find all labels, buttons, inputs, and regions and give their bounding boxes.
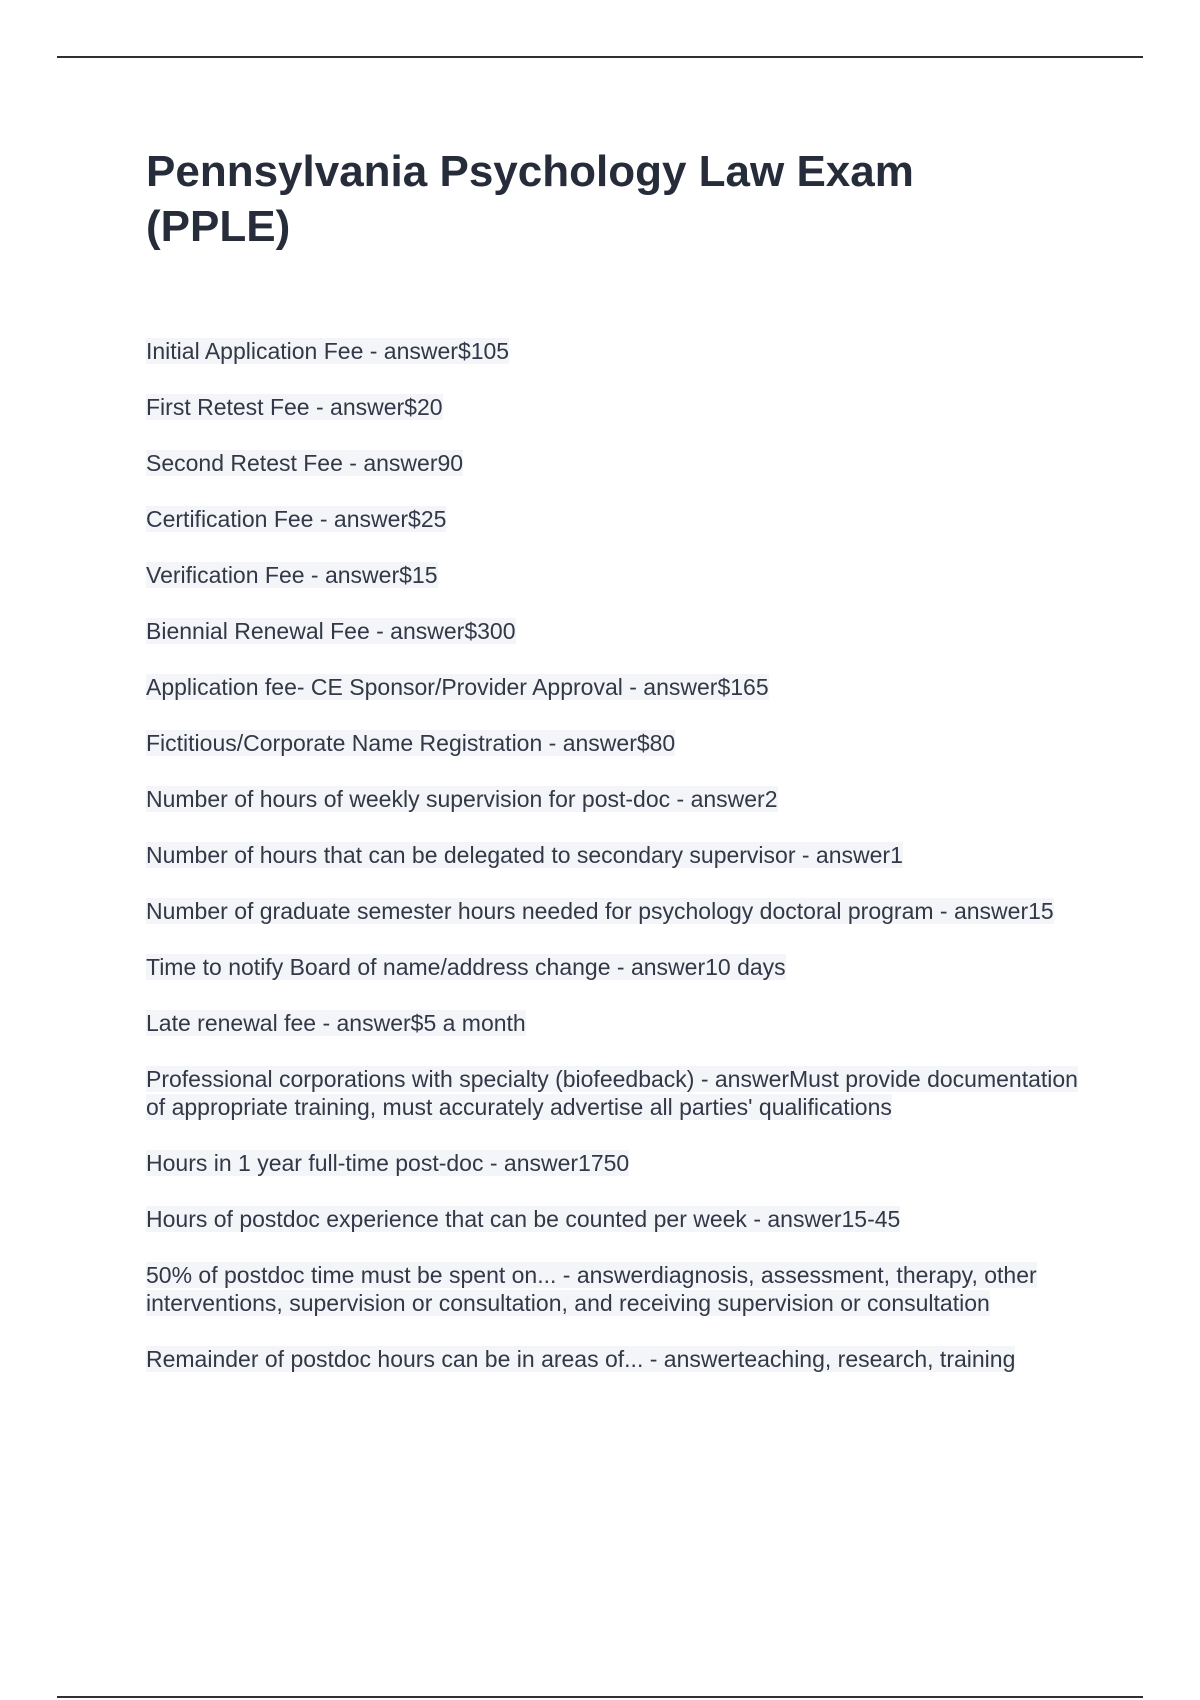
qa-text: Verification Fee - answer$15 (146, 562, 438, 588)
page-title: Pennsylvania Psychology Law Exam (PPLE) (146, 147, 914, 251)
list-item (146, 841, 1096, 869)
list-item (146, 785, 1096, 813)
qa-list (146, 337, 1096, 1401)
qa-text: Hours of postdoc experience that can be counted per week - answer15-45 (146, 1206, 901, 1232)
list-item (146, 393, 1096, 421)
qa-text: Hours in 1 year full-time post-doc - answer1750 (146, 1150, 630, 1176)
bottom-divider (57, 1696, 1143, 1698)
list-item (146, 953, 1096, 981)
qa-text: First Retest Fee - answer$20 (146, 394, 443, 420)
list-item (146, 729, 1096, 757)
qa-text: Certification Fee - answer$25 (146, 506, 447, 532)
list-item (146, 1261, 1096, 1317)
qa-text: Professional corporations with specialty (biofeedback) - answerMust provide documentation of appropriate training, must accurately advertise all parties' qualifications (146, 1066, 1078, 1120)
qa-text: Fictitious/Corporate Name Registration - answer$80 (146, 730, 676, 756)
list-item (146, 449, 1096, 477)
qa-text: Remainder of postdoc hours can be in areas of... - answerteaching, research, training (146, 1346, 1016, 1372)
list-item (146, 561, 1096, 589)
qa-text: Initial Application Fee - answer$105 (146, 338, 510, 364)
list-item (146, 1205, 1096, 1233)
qa-text: Application fee- CE Sponsor/Provider Approval - answer$165 (146, 674, 769, 700)
qa-text: Time to notify Board of name/address change - answer10 days (146, 954, 786, 980)
list-item (146, 337, 1096, 365)
qa-text: Number of hours of weekly supervision for post-doc - answer2 (146, 786, 778, 812)
list-item (146, 1065, 1096, 1121)
list-item (146, 897, 1096, 925)
qa-text: 50% of postdoc time must be spent on... - answerdiagnosis, assessment, therapy, other interventions, supervision or consultation, and receiving supervision or consultation (146, 1262, 1037, 1316)
list-item (146, 1009, 1096, 1037)
qa-text: Biennial Renewal Fee - answer$300 (146, 618, 516, 644)
qa-text: Number of graduate semester hours needed for psychology doctoral program - answer15 (146, 898, 1054, 924)
top-divider (57, 56, 1143, 58)
list-item (146, 673, 1096, 701)
list-item (146, 1149, 1096, 1177)
qa-text: Second Retest Fee - answer90 (146, 450, 464, 476)
list-item (146, 505, 1096, 533)
list-item (146, 1345, 1096, 1373)
qa-text: Late renewal fee - answer$5 a month (146, 1010, 526, 1036)
qa-text: Number of hours that can be delegated to secondary supervisor - answer1 (146, 842, 903, 868)
list-item (146, 617, 1096, 645)
